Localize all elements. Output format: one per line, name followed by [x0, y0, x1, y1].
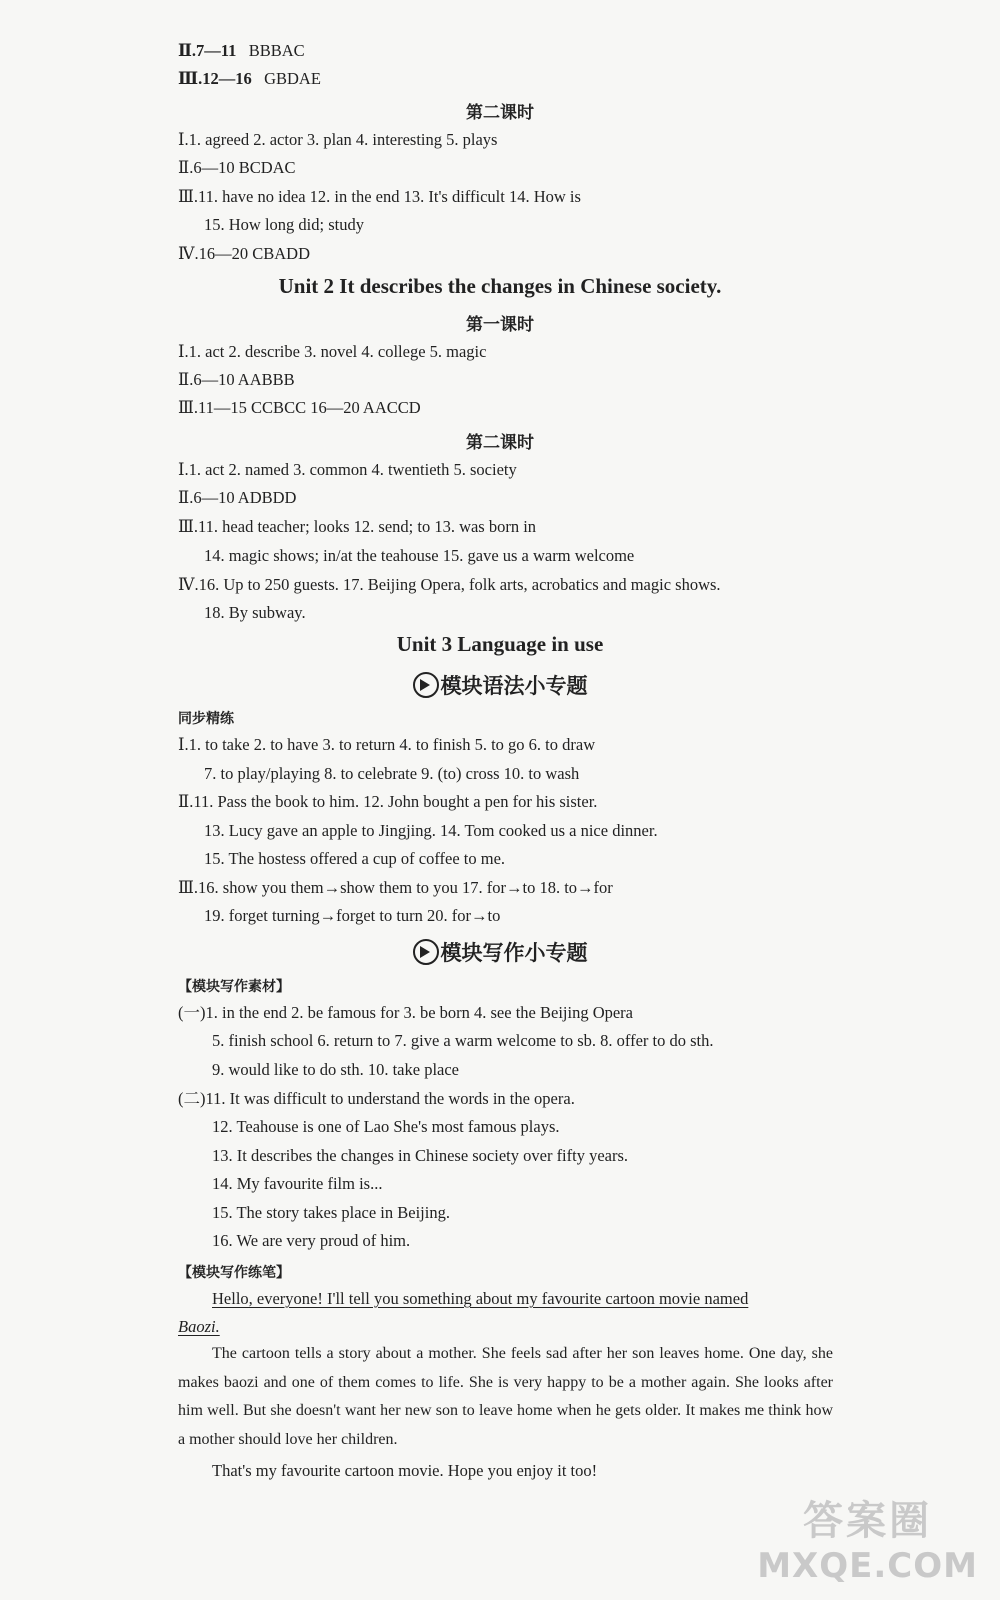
- essay-end: That's my favourite cartoon movie. Hope you enjoy it too!: [212, 1461, 598, 1480]
- answer-line: Ⅳ.16. Up to 250 guests. 17. Beijing Opera, folk arts, acrobatics and magic shows.: [178, 575, 721, 594]
- unit-title: Unit 2 It describes the changes in Chinese society.: [278, 274, 722, 298]
- play-arrow-icon: [413, 939, 439, 965]
- answer-line: Ⅲ.16. show you them→show them to you 17. for→to 18. to→for: [178, 878, 613, 897]
- answer-line: Ⅱ.6—10 AABBB: [178, 370, 295, 389]
- essay-intro-end: Baozi.: [178, 1317, 220, 1336]
- practice-label: 同步精练: [178, 711, 234, 727]
- answer-line: 14. My favourite film is...: [212, 1174, 383, 1193]
- answer-line: 15. How long did; study: [204, 215, 364, 234]
- answer-line: Ⅰ.1. act 2. named 3. common 4. twentieth 5. society: [178, 460, 517, 479]
- answer-line: Ⅱ.11. Pass the book to him. 12. John bought a pen for his sister.: [178, 792, 598, 811]
- answer-line: Ⅱ.6—10 ADBDD: [178, 488, 297, 507]
- answer-line: Ⅰ.1. to take 2. to have 3. to return 4. to finish 5. to go 6. to draw: [178, 735, 596, 754]
- answer-line: 19. forget turning→forget to turn 20. for→to: [204, 906, 501, 925]
- practice-writing-label: 【模块写作练笔】: [178, 1265, 290, 1281]
- answer-line: 14. magic shows; in/at the teahouse 15. gave us a warm welcome: [204, 546, 635, 565]
- answer-line: Ⅳ.16—20 CBADD: [178, 244, 310, 263]
- answer-line: 12. Teahouse is one of Lao She's most famous plays.: [212, 1117, 560, 1136]
- essay-body: The cartoon tells a story about a mother. She feels sad after her son leaves home. One day, she makes baozi and one of them comes to life. She is very happy to be a mother again. She looks after him well. But she doesn't want her new son to leave home when he gets older. It makes me think how a mother should love her children.: [178, 1345, 833, 1448]
- site-watermark: 答案圈 MXQE.COM: [757, 1498, 978, 1586]
- answer-line: Ⅲ.11. head teacher; looks 12. send; to 13. was born in: [178, 517, 537, 536]
- unit-title: Unit 3 Language in use: [396, 632, 604, 656]
- lesson-heading: 第二课时: [466, 103, 534, 123]
- answer-line: Ⅱ.7—11 BBBAC: [178, 41, 305, 60]
- answer-line: 15. The hostess offered a cup of coffee to me.: [204, 849, 506, 868]
- play-arrow-icon: [413, 672, 439, 698]
- answer-line: 9. would like to do sth. 10. take place: [212, 1060, 459, 1079]
- answer-line: 13. It describes the changes in Chinese society over fifty years.: [212, 1146, 629, 1165]
- answer-line: 15. The story takes place in Beijing.: [212, 1203, 450, 1222]
- answer-line: Ⅰ.1. agreed 2. actor 3. plan 4. interesting 5. plays: [178, 130, 498, 149]
- answer-line: Ⅱ.6—10 BCDAC: [178, 158, 296, 177]
- lesson-heading: 第一课时: [466, 315, 534, 335]
- answer-line: Ⅲ.11—15 CCBCC 16—20 AACCD: [178, 398, 421, 417]
- answer-line: 13. Lucy gave an apple to Jingjing. 14. Tom cooked us a nice dinner.: [204, 821, 658, 840]
- answer-line: 16. We are very proud of him.: [212, 1231, 411, 1250]
- grammar-module-heading: 模块语法小专题: [0, 670, 1000, 700]
- answer-line: Ⅰ.1. act 2. describe 3. novel 4. college 5. magic: [178, 342, 487, 361]
- answer-line: Ⅲ.11. have no idea 12. in the end 13. It's difficult 14. How is: [178, 187, 581, 206]
- answer-line: (一)1. in the end 2. be famous for 3. be born 4. see the Beijing Opera: [178, 1003, 633, 1022]
- answer-line: Ⅲ.12—16 GBDAE: [178, 69, 321, 88]
- answer-line: 5. finish school 6. return to 7. give a warm welcome to sb. 8. offer to do sth.: [212, 1031, 714, 1050]
- writing-module-heading: 模块写作小专题: [0, 937, 1000, 967]
- material-label: 【模块写作素材】: [178, 979, 290, 995]
- essay-intro: Hello, everyone! I'll tell you something about my favourite cartoon movie named: [212, 1289, 749, 1308]
- answer-line: (二)11. It was difficult to understand the words in the opera.: [178, 1089, 575, 1108]
- answer-line: 18. By subway.: [204, 603, 306, 622]
- answer-line: 7. to play/playing 8. to celebrate 9. (to) cross 10. to wash: [204, 764, 580, 783]
- lesson-heading: 第二课时: [466, 433, 534, 453]
